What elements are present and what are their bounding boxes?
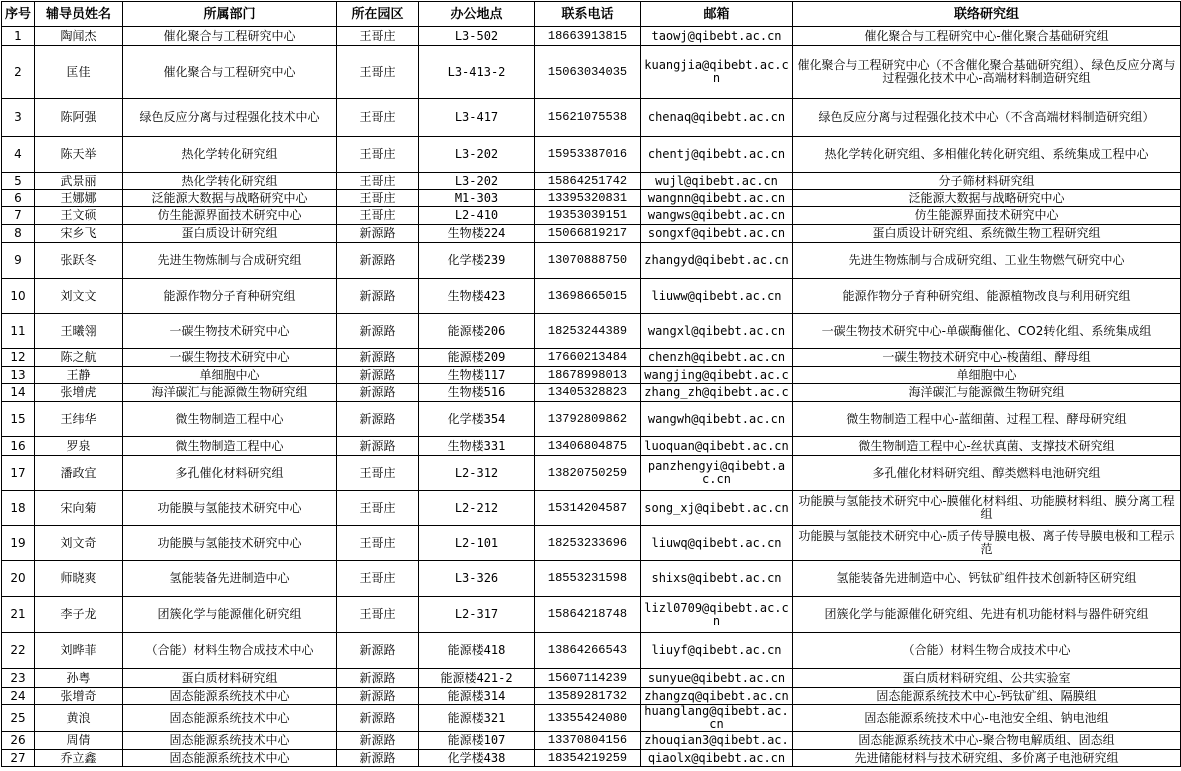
cell-department[interactable]: 催化聚合与工程研究中心 [123,46,337,99]
cell-name[interactable]: 乔立鑫 [35,750,123,767]
cell-department[interactable]: 团簇化学与能源催化研究组 [123,597,337,633]
cell-campus[interactable]: 王哥庄 [337,190,419,207]
cell-email[interactable]: zhouqian3@qibebt.ac. [641,732,793,750]
cell-email[interactable]: song_xj@qibebt.ac.cn [641,491,793,526]
cell-campus[interactable]: 王哥庄 [337,27,419,46]
cell-phone[interactable]: 18678998013 [535,367,641,384]
cell-department[interactable]: 先进生物炼制与合成研究组 [123,243,337,279]
cell-campus[interactable]: 王哥庄 [337,99,419,137]
cell-email[interactable]: songxf@qibebt.ac.cn [641,225,793,243]
cell-phone[interactable]: 13405328823 [535,384,641,402]
cell-groups[interactable]: 微生物制造工程中心-丝状真菌、支撑技术研究组 [793,437,1181,456]
cell-office[interactable]: M1-303 [419,190,535,207]
table-row [2,705,1181,732]
cell-office[interactable]: L2-212 [419,491,535,526]
cell-groups[interactable]: 仿生能源界面技术研究中心 [793,207,1181,225]
cell-groups[interactable]: 热化学转化研究组、多相催化转化研究组、系统集成工程中心 [793,137,1181,173]
header-cell-groups[interactable]: 联络研究组 [793,2,1181,27]
cell-phone[interactable]: 18553231598 [535,561,641,597]
cell-index[interactable]: 25 [2,705,35,732]
table-row [2,402,1181,437]
header-cell-index[interactable]: 序号 [2,2,35,27]
table-row [2,437,1181,456]
cell-office[interactable]: 生物楼423 [419,279,535,314]
header-cell-office[interactable]: 办公地点 [419,2,535,27]
table-row [2,491,1181,526]
table-row [2,597,1181,633]
cell-office[interactable]: L3-413-2 [419,46,535,99]
cell-name[interactable]: 陈天举 [35,137,123,173]
cell-campus[interactable]: 新源路 [337,669,419,688]
cell-campus[interactable]: 新源路 [337,402,419,437]
cell-department[interactable]: 功能膜与氢能技术研究中心 [123,491,337,526]
cell-email[interactable]: shixs@qibebt.ac.cn [641,561,793,597]
cell-department[interactable]: 多孔催化材料研究组 [123,456,337,491]
cell-email[interactable]: zhang_zh@qibebt.ac.c [641,384,793,402]
cell-phone[interactable]: 17660213484 [535,349,641,367]
cell-campus[interactable]: 新源路 [337,750,419,767]
cell-index[interactable]: 27 [2,750,35,767]
cell-campus[interactable]: 新源路 [337,243,419,279]
table-row [2,173,1181,190]
cell-name[interactable]: 张增虎 [35,384,123,402]
header-row [2,2,1181,27]
cell-name[interactable]: 罗泉 [35,437,123,456]
cell-groups[interactable]: 功能膜与氢能技术研究中心-膜催化材料组、功能膜材料组、膜分离工程组 [793,491,1181,526]
cell-campus[interactable]: 王哥庄 [337,46,419,99]
cell-campus[interactable]: 王哥庄 [337,526,419,561]
cell-name[interactable]: 陈之航 [35,349,123,367]
cell-index[interactable]: 19 [2,526,35,561]
table-row [2,190,1181,207]
cell-index[interactable]: 21 [2,597,35,633]
cell-department[interactable]: 绿色反应分离与过程强化技术中心 [123,99,337,137]
cell-department[interactable]: 催化聚合与工程研究中心 [123,27,337,46]
cell-office[interactable]: 生物楼117 [419,367,535,384]
cell-office[interactable]: L2-410 [419,207,535,225]
cell-name[interactable]: 张增奇 [35,688,123,705]
spreadsheet-table [1,1,1181,767]
cell-index[interactable]: 22 [2,633,35,669]
cell-index[interactable]: 3 [2,99,35,137]
cell-office[interactable]: 生物楼331 [419,437,535,456]
cell-phone[interactable]: 13792809862 [535,402,641,437]
cell-groups[interactable]: 固态能源系统技术中心-电池安全组、钠电池组 [793,705,1181,732]
cell-department[interactable]: 单细胞中心 [123,367,337,384]
cell-phone[interactable]: 13589281732 [535,688,641,705]
cell-name[interactable]: 刘晔菲 [35,633,123,669]
table-row [2,384,1181,402]
cell-department[interactable]: 蛋白质材料研究组 [123,669,337,688]
cell-phone[interactable]: 15621075538 [535,99,641,137]
cell-office[interactable]: L3-202 [419,173,535,190]
cell-office[interactable]: 化学楼354 [419,402,535,437]
cell-email[interactable]: lizl0709@qibebt.ac.cn [641,597,793,633]
cell-email[interactable]: kuangjia@qibebt.ac.cn [641,46,793,99]
cell-groups[interactable]: 固态能源系统技术中心-钙钛矿组、隔膜组 [793,688,1181,705]
cell-office[interactable]: L3-417 [419,99,535,137]
cell-name[interactable]: 李子龙 [35,597,123,633]
cell-campus[interactable]: 新源路 [337,384,419,402]
cell-phone[interactable]: 18354219259 [535,750,641,767]
cell-index[interactable]: 16 [2,437,35,456]
cell-index[interactable]: 15 [2,402,35,437]
cell-index[interactable]: 18 [2,491,35,526]
cell-phone[interactable]: 13395320831 [535,190,641,207]
table-row [2,314,1181,349]
cell-campus[interactable]: 新源路 [337,705,419,732]
cell-campus[interactable]: 王哥庄 [337,456,419,491]
cell-office[interactable]: 能源楼421-2 [419,669,535,688]
cell-department[interactable]: 一碳生物技术研究中心 [123,349,337,367]
cell-email[interactable]: sunyue@qibebt.ac.cn [641,669,793,688]
cell-name[interactable]: 陶闻杰 [35,27,123,46]
cell-phone[interactable]: 13698665015 [535,279,641,314]
cell-groups[interactable]: 催化聚合与工程研究中心（不含催化聚合基础研究组）、绿色反应分离与过程强化技术中心-高端材料制造研究组 [793,46,1181,99]
cell-office[interactable]: L3-326 [419,561,535,597]
cell-name[interactable]: 黄浪 [35,705,123,732]
cell-name[interactable]: 王静 [35,367,123,384]
cell-phone[interactable]: 15063034035 [535,46,641,99]
table-row [2,27,1181,46]
cell-department[interactable]: 固态能源系统技术中心 [123,688,337,705]
cell-email[interactable]: zhangzq@qibebt.ac.cn [641,688,793,705]
cell-email[interactable]: wangnn@qibebt.ac.cn [641,190,793,207]
table-row [2,561,1181,597]
cell-email[interactable]: panzhengyi@qibebt.ac.cn [641,456,793,491]
header-cell-department[interactable]: 所属部门 [123,2,337,27]
cell-name[interactable]: 王娜娜 [35,190,123,207]
cell-groups[interactable]: 蛋白质设计研究组、系统微生物工程研究组 [793,225,1181,243]
cell-office[interactable]: 化学楼239 [419,243,535,279]
cell-department[interactable]: 微生物制造工程中心 [123,437,337,456]
table-row [2,750,1181,767]
cell-phone[interactable]: 13070888750 [535,243,641,279]
cell-name[interactable]: 王文硕 [35,207,123,225]
cell-groups[interactable]: 功能膜与氢能技术研究中心-质子传导膜电极、离子传导膜电极和工程示范 [793,526,1181,561]
cell-email[interactable]: chenaq@qibebt.ac.cn [641,99,793,137]
cell-index[interactable]: 6 [2,190,35,207]
cell-name[interactable]: 陈阿强 [35,99,123,137]
cell-email[interactable]: taowj@qibebt.ac.cn [641,27,793,46]
cell-index[interactable]: 23 [2,669,35,688]
cell-index[interactable]: 5 [2,173,35,190]
cell-campus[interactable]: 新源路 [337,349,419,367]
cell-phone[interactable]: 13355424080 [535,705,641,732]
cell-groups[interactable]: 海洋碳汇与能源微生物研究组 [793,384,1181,402]
cell-department[interactable]: 热化学转化研究组 [123,173,337,190]
cell-groups[interactable]: 先进生物炼制与合成研究组、工业生物燃气研究中心 [793,243,1181,279]
cell-phone[interactable]: 15607114239 [535,669,641,688]
cell-campus[interactable]: 新源路 [337,437,419,456]
cell-campus[interactable]: 新源路 [337,367,419,384]
cell-index[interactable]: 24 [2,688,35,705]
cell-office[interactable]: 能源楼107 [419,732,535,750]
table-row [2,279,1181,314]
cell-email[interactable]: liuww@qibebt.ac.cn [641,279,793,314]
cell-index[interactable]: 11 [2,314,35,349]
cell-email[interactable]: liuwq@qibebt.ac.cn [641,526,793,561]
table-row [2,367,1181,384]
cell-department[interactable]: 固态能源系统技术中心 [123,705,337,732]
cell-index[interactable]: 17 [2,456,35,491]
cell-index[interactable]: 20 [2,561,35,597]
cell-campus[interactable]: 新源路 [337,688,419,705]
cell-office[interactable]: 生物楼224 [419,225,535,243]
cell-groups[interactable]: 先进储能材料与技术研究组、多价离子电池研究组 [793,750,1181,767]
cell-name[interactable]: 潘政宜 [35,456,123,491]
table-row [2,526,1181,561]
cell-email[interactable]: wangws@qibebt.ac.cn [641,207,793,225]
cell-name[interactable]: 孙粤 [35,669,123,688]
cell-campus[interactable]: 新源路 [337,633,419,669]
cell-groups[interactable]: 泛能源大数据与战略研究中心 [793,190,1181,207]
cell-name[interactable]: 宋乡飞 [35,225,123,243]
cell-office[interactable]: L3-502 [419,27,535,46]
cell-department[interactable]: 固态能源系统技术中心 [123,750,337,767]
cell-campus[interactable]: 王哥庄 [337,173,419,190]
cell-office[interactable]: L3-202 [419,137,535,173]
cell-name[interactable]: 刘文文 [35,279,123,314]
cell-name[interactable]: 王曦翎 [35,314,123,349]
cell-department[interactable]: 海洋碳汇与能源微生物研究组 [123,384,337,402]
table-row [2,669,1181,688]
cell-index[interactable]: 13 [2,367,35,384]
cell-name[interactable]: 刘文奇 [35,526,123,561]
cell-groups[interactable]: 绿色反应分离与过程强化技术中心（不含高端材料制造研究组） [793,99,1181,137]
cell-name[interactable]: 武景丽 [35,173,123,190]
table-row [2,633,1181,669]
cell-campus[interactable]: 王哥庄 [337,207,419,225]
cell-email[interactable]: wangwh@qibebt.ac.cn [641,402,793,437]
cell-index[interactable]: 14 [2,384,35,402]
cell-groups[interactable]: 团簇化学与能源催化研究组、先进有机功能材料与器件研究组 [793,597,1181,633]
table-row [2,349,1181,367]
table-row [2,46,1181,99]
cell-email[interactable]: wangjing@qibebt.ac.c [641,367,793,384]
table-row [2,207,1181,225]
cell-campus[interactable]: 王哥庄 [337,491,419,526]
cell-office[interactable]: 能源楼206 [419,314,535,349]
cell-campus[interactable]: 新源路 [337,279,419,314]
cell-email[interactable]: huanglang@qibebt.ac.cn [641,705,793,732]
cell-department[interactable]: 微生物制造工程中心 [123,402,337,437]
cell-email[interactable]: luoquan@qibebt.ac.cn [641,437,793,456]
cell-campus[interactable]: 新源路 [337,225,419,243]
cell-groups[interactable]: 固态能源系统技术中心-聚合物电解质组、固态组 [793,732,1181,750]
cell-index[interactable]: 10 [2,279,35,314]
cell-groups[interactable]: （合能）材料生物合成技术中心 [793,633,1181,669]
cell-name[interactable]: 师晓爽 [35,561,123,597]
cell-phone[interactable]: 13864266543 [535,633,641,669]
cell-department[interactable]: 泛能源大数据与战略研究中心 [123,190,337,207]
cell-department[interactable]: 一碳生物技术研究中心 [123,314,337,349]
cell-index[interactable]: 9 [2,243,35,279]
cell-email[interactable]: zhangyd@qibebt.ac.cn [641,243,793,279]
cell-index[interactable]: 8 [2,225,35,243]
cell-phone[interactable]: 15066819217 [535,225,641,243]
cell-office[interactable]: 生物楼516 [419,384,535,402]
cell-office[interactable]: L2-101 [419,526,535,561]
cell-groups[interactable]: 能源作物分子育种研究组、能源植物改良与利用研究组 [793,279,1181,314]
cell-office[interactable]: 能源楼314 [419,688,535,705]
cell-groups[interactable]: 单细胞中心 [793,367,1181,384]
cell-name[interactable]: 匡佳 [35,46,123,99]
cell-phone[interactable]: 15953387016 [535,137,641,173]
cell-index[interactable]: 2 [2,46,35,99]
table-row [2,456,1181,491]
cell-email[interactable]: liuyf@qibebt.ac.cn [641,633,793,669]
cell-department[interactable]: 热化学转化研究组 [123,137,337,173]
cell-index[interactable]: 7 [2,207,35,225]
cell-department[interactable]: （合能）材料生物合成技术中心 [123,633,337,669]
table-row [2,243,1181,279]
cell-email[interactable]: wujl@qibebt.ac.cn [641,173,793,190]
cell-department[interactable]: 仿生能源界面技术研究中心 [123,207,337,225]
cell-campus[interactable]: 新源路 [337,314,419,349]
cell-phone[interactable]: 18663913815 [535,27,641,46]
cell-email[interactable]: wangxl@qibebt.ac.cn [641,314,793,349]
cell-phone[interactable]: 15864251742 [535,173,641,190]
cell-name[interactable]: 张跃冬 [35,243,123,279]
cell-campus[interactable]: 新源路 [337,732,419,750]
cell-office[interactable]: 化学楼438 [419,750,535,767]
header-cell-phone[interactable]: 联系电话 [535,2,641,27]
cell-department[interactable]: 蛋白质设计研究组 [123,225,337,243]
cell-groups[interactable]: 微生物制造工程中心-蓝细菌、过程工程、酵母研究组 [793,402,1181,437]
cell-index[interactable]: 4 [2,137,35,173]
cell-department[interactable]: 能源作物分子育种研究组 [123,279,337,314]
cell-office[interactable]: L2-312 [419,456,535,491]
cell-campus[interactable]: 王哥庄 [337,137,419,173]
header-cell-name[interactable]: 辅导员姓名 [35,2,123,27]
cell-office[interactable]: 能源楼418 [419,633,535,669]
cell-office[interactable]: 能源楼321 [419,705,535,732]
cell-department[interactable]: 氢能装备先进制造中心 [123,561,337,597]
cell-phone[interactable]: 19353039151 [535,207,641,225]
cell-department[interactable]: 固态能源系统技术中心 [123,732,337,750]
cell-groups[interactable]: 氢能装备先进制造中心、钙钛矿组件技术创新特区研究组 [793,561,1181,597]
cell-campus[interactable]: 王哥庄 [337,597,419,633]
cell-index[interactable]: 26 [2,732,35,750]
cell-groups[interactable]: 多孔催化材料研究组、醇类燃料电池研究组 [793,456,1181,491]
cell-name[interactable]: 宋向菊 [35,491,123,526]
cell-campus[interactable]: 王哥庄 [337,561,419,597]
cell-phone[interactable]: 18253244389 [535,314,641,349]
cell-name[interactable]: 周倩 [35,732,123,750]
table-row [2,688,1181,705]
cell-phone[interactable]: 13370804156 [535,732,641,750]
header-cell-email[interactable]: 邮箱 [641,2,793,27]
table-row [2,99,1181,137]
cell-phone[interactable]: 13820750259 [535,456,641,491]
cell-phone[interactable]: 18253233696 [535,526,641,561]
cell-phone[interactable]: 13406804875 [535,437,641,456]
cell-groups[interactable]: 蛋白质材料研究组、公共实验室 [793,669,1181,688]
cell-email[interactable]: qiaolx@qibebt.ac.cn [641,750,793,767]
cell-groups[interactable]: 分子筛材料研究组 [793,173,1181,190]
cell-groups[interactable]: 一碳生物技术研究中心-单碳酶催化、CO2转化组、系统集成组 [793,314,1181,349]
cell-phone[interactable]: 15864218748 [535,597,641,633]
table-row [2,137,1181,173]
cell-index[interactable]: 12 [2,349,35,367]
cell-email[interactable]: chenzh@qibebt.ac.cn [641,349,793,367]
header-cell-campus[interactable]: 所在园区 [337,2,419,27]
cell-department[interactable]: 功能膜与氢能技术研究中心 [123,526,337,561]
cell-office[interactable]: 能源楼209 [419,349,535,367]
cell-groups[interactable]: 一碳生物技术研究中心-梭菌组、酵母组 [793,349,1181,367]
cell-office[interactable]: L2-317 [419,597,535,633]
cell-index[interactable]: 1 [2,27,35,46]
table-row [2,732,1181,750]
cell-email[interactable]: chentj@qibebt.ac.cn [641,137,793,173]
cell-groups[interactable]: 催化聚合与工程研究中心-催化聚合基础研究组 [793,27,1181,46]
table-row [2,225,1181,243]
cell-name[interactable]: 王纬华 [35,402,123,437]
cell-phone[interactable]: 15314204587 [535,491,641,526]
